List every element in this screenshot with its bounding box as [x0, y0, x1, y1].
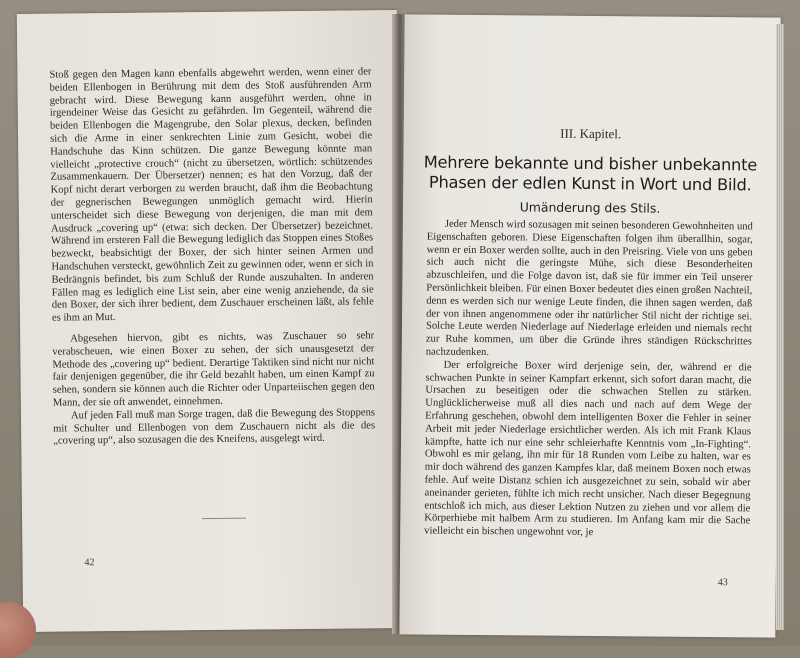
chapter-title-line-1: Mehrere bekannte und bisher unbekannte — [423, 152, 758, 175]
page-edges — [776, 24, 784, 630]
left-paragraph-1: Stoß gegen den Magen kann ebenfalls abgewehrt werden, wenn einer der beiden Ellenbogen in Berührung mit dem des Stoß ausführenden Arm gebracht wird. Diese Bewegung kann ausgeführt werden, ohne in irgendeiner Weise das Gesicht zu gefährden. Im Gegenteil, während die beiden Ellenbogen die Magengrube, den Solar plexus, decken, befinden sich die Arme in einer senkrechten Linie zum Gesicht, wobei die Handschuhe das Kinn schützen. Die ganze Bewegung könnte man vielleicht „protective crouch“ (nicht zu übersetzen, wörtlich: schützendes Zusammenkauern. Der Übersetzer) nennen; es hat den Vorzug, daß der Kopf nicht derart verborgen zu werden braucht, daß ihm die Beobachtung der gegnerischen Bewegungen unmöglich gemacht wird. Hierin unterscheidet sich diese Bewegung von derjenigen, die man mit dem Ausdruck „covering up“ (etwa: sich decken. Der Übersetzer) bezeichnet. Während im ersteren Fall die Bewegung lediglich das Stoppen eines Stoßes bezweckt, beabsichtigt der Boxer, der sich hinter seinen Armen und Handschuhen versteckt, gewöhnlich Zeit zu gewinnen oder, wenn er sich in Bedrängnis befindet, bis zum Schluß der Runde auszuhalten. In anderen Fällen mag es lediglich eine List sein, aber eine wenig anziehende, da sie den Boxer, der sich ihrer bedient, dem Zuschauer erscheinen läßt, als fehle es ihm an Mut. — [49, 66, 374, 324]
left-page-text — [49, 66, 375, 448]
right-page — [399, 14, 780, 637]
left-page-number: 42 — [84, 557, 95, 569]
right-page-text — [424, 219, 753, 542]
chapter-title-line-2: Phasen der edlen Kunst in Wort und Bild. — [428, 172, 752, 195]
right-paragraph-2: Der erfolgreiche Boxer wird derjenige sein, der, während er die schwachen Punkte in seiner Kampfart erkennt, sich sofort daran macht, die Ursachen zu beseitigen oder die schwachen Stellen zu stärken. Unglücklicherweise muß all dies nach und nach auf dem Wege der Erfahrung geschehen, obwohl dem intelligenten Boxer die Fehler in seiner Arbeit mit jeder Niederlage ersichtlicher werden. Als ich mit Frank Klaus kämpfte, hatte ich nur eine sehr schleierhafte Kenntnis vom „In-Fighting“. Obwohl es mir gelang, ihn mir für 18 Runden vom Leibe zu halten, war es mir doch während des ganzen Kampfes klar, daß meinem Boxen noch etwas fehle. Auf weite Distanz schien ich ausgezeichnet zu sein, sobald wir aber aneinander gerieten, fühlte ich mich recht unsicher. Nach dieser Begegnung entschloß ich mich, aus dieser Lektion Nutzen zu ziehen und vor allem die Körperhiebe mit halbem Arm zu studieren. Im Anfang kam mir die Sache vielleicht ein bischen ungewohnt vor, je — [424, 359, 752, 539]
chapter-number: III. Kapitel. — [560, 125, 622, 142]
section-divider — [202, 518, 246, 519]
right-paragraph-1: Jeder Mensch wird sozusagen mit seinen besonderen Gewohnheiten und Eigenschaften geboren. Diese Eigenschaften folgen ihm überallhin, sogar, wenn er ein Boxer werden sollte, auch in den Preisring. Viele von uns geben sich auch nicht die geringste Mühe, sich diese Besonderheiten abzuschleifen, und die Folge davon ist, daß sie für immer ein Teil unserer Persönlichkeit bleiben. Für einen Boxer bedeutet dies einen großen Nachteil, denn es werden sich nur wenige Leute finden, die ihnen sagen werden, daß der von ihnen angenommene oder ihr natürlicher Stil nicht der richtige sei. Solche Leute werden Niederlage auf Niederlage erleiden und niemals recht zur Ruhe kommen, um über die Gründe ihres ständigen Rückschrittes nachzudenken. — [425, 218, 753, 359]
left-paragraph-3: Auf jeden Fall muß man Sorge tragen, daß die Bewegung des Stoppens mit Schulter und Ellenbogen von dem Zuschauern nicht als die des „covering up“, also sozusagen die des Kneifens, ausgelegt wird. — [53, 406, 376, 447]
section-title: Umänderung des Stils. — [519, 199, 661, 216]
chapter-title — [423, 153, 757, 196]
left-page — [17, 10, 403, 632]
right-page-number: 43 — [717, 577, 728, 589]
left-paragraph-2: Abgesehen hiervon, gibt es nichts, was Zuschauer so sehr verabscheuen, wie einen Boxer zu sehen, der sich unausgesetzt der Methode des „covering up“ bedient. Derartige Taktiken sind nicht nur nicht fair denjenigen gegenüber, die ihr Geld bezahlt haben, um einen Kampf zu sehen, sondern sie können auch die Richter oder Unparteiischen gegen den Mann, der sie oft anwendet, einnehmen. — [52, 330, 375, 409]
